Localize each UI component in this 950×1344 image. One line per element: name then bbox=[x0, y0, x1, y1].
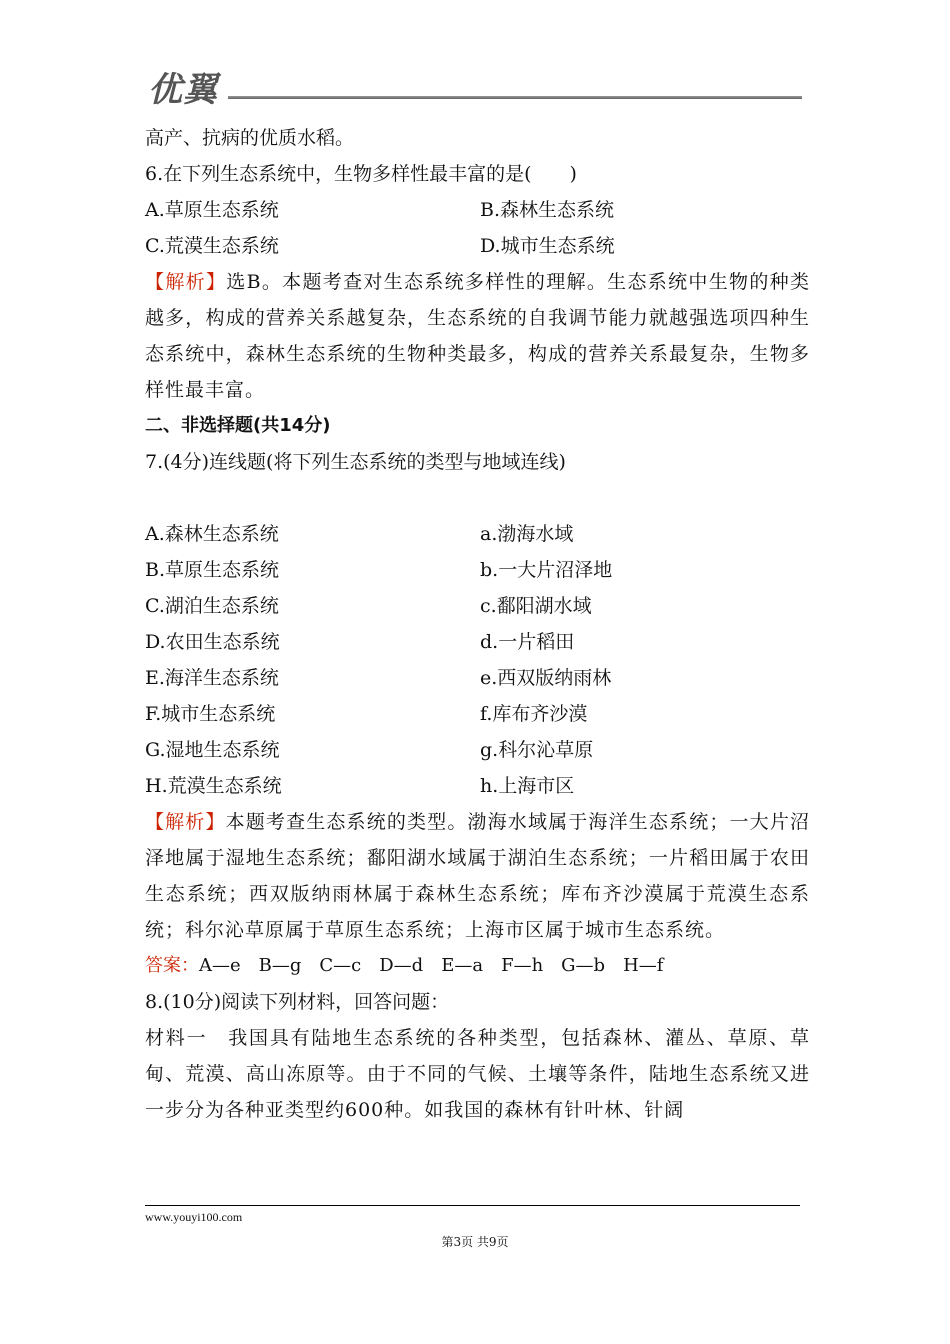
matching-ecosystem: F.城市生态系统 bbox=[145, 703, 276, 725]
matching-region: e.西双版纳雨林 bbox=[480, 667, 612, 689]
answer-label: 答案： bbox=[145, 955, 199, 976]
matching-region: d.一片稻田 bbox=[480, 631, 575, 653]
matching-row bbox=[145, 552, 810, 588]
q6-option-c: C.荒漠生态系统 bbox=[145, 235, 279, 257]
material-1: 材料一 我国具有陆地生态系统的各种类型，包括森林、灌丛、草原、草甸、荒漠、高山冻原等。由于不同的气候、土壤等条件，陆地生态系统又进一步分为各种亚类型约600种。如我国的森林有针叶林、针阔 bbox=[145, 1027, 810, 1121]
matching-row bbox=[145, 660, 810, 696]
q6-options-row-2 bbox=[145, 228, 810, 264]
q6-explanation bbox=[145, 264, 810, 408]
matching-row bbox=[145, 624, 810, 660]
footer-website: www.youyi100.com bbox=[145, 1210, 243, 1224]
q6-option-b: B.森林生态系统 bbox=[480, 199, 615, 221]
q7-analysis-tag: 【解析】 bbox=[145, 811, 226, 833]
matching-ecosystem: A.森林生态系统 bbox=[145, 523, 279, 545]
continued-line: 高产、抗病的优质水稻。 bbox=[145, 127, 355, 149]
q7-answer bbox=[145, 948, 810, 984]
q7-explanation-text: 本题考查生态系统的类型。渤海水域属于海洋生态系统；一大片沼泽地属于湿地生态系统；鄱阳湖水域属于湖泊生态系统；一片稻田属于农田生态系统；西双版纳雨林属于森林生态系统；库布齐沙漠属于荒漠生态系统；科尔沁草原属于草原生态系统；上海市区属于城市生态系统。 bbox=[145, 811, 810, 941]
matching-ecosystem: E.海洋生态系统 bbox=[145, 667, 279, 689]
matching-region: c.鄱阳湖水域 bbox=[480, 595, 592, 617]
header-rule bbox=[228, 96, 802, 99]
q6-option-d: D.城市生态系统 bbox=[480, 235, 615, 257]
question-7: 7.(4分)连线题(将下列生态系统的类型与地域连线) bbox=[145, 451, 566, 473]
page-number: 第3页 共9页 bbox=[441, 1235, 509, 1249]
q6-explanation-text: 选B。本题考查对生态系统多样性的理解。生态系统中生物的种类越多，构成的营养关系越复杂，生态系统的自我调节能力就越强选项四种生态系统中，森林生态系统的生物种类最多，构成的营养关系最复杂，生物多样性最丰富。 bbox=[145, 271, 810, 401]
matching-region: h.上海市区 bbox=[480, 775, 575, 797]
q6-options-row-1 bbox=[145, 192, 810, 228]
matching-ecosystem: B.草原生态系统 bbox=[145, 559, 280, 581]
q6-option-a: A.草原生态系统 bbox=[145, 199, 279, 221]
matching-row bbox=[145, 732, 810, 768]
matching-list bbox=[145, 516, 810, 804]
page-content bbox=[145, 120, 810, 1128]
matching-region: f.库布齐沙漠 bbox=[480, 703, 588, 725]
brand-logo: 优翼 bbox=[148, 70, 218, 110]
matching-region: a.渤海水域 bbox=[480, 523, 574, 545]
answer-text: A—e B—g C—c D—d E—a F—h G—b H—f bbox=[199, 955, 664, 976]
matching-row bbox=[145, 696, 810, 732]
matching-ecosystem: D.农田生态系统 bbox=[145, 631, 280, 653]
question-8: 8.(10分)阅读下列材料，回答问题： bbox=[145, 991, 450, 1013]
matching-row bbox=[145, 516, 810, 552]
matching-region: g.科尔沁草原 bbox=[480, 739, 594, 761]
footer-rule bbox=[145, 1205, 800, 1206]
matching-ecosystem: G.湿地生态系统 bbox=[145, 739, 280, 761]
q6-analysis-tag: 【解析】 bbox=[145, 271, 227, 293]
matching-ecosystem: C.湖泊生态系统 bbox=[145, 595, 279, 617]
matching-row bbox=[145, 768, 810, 804]
matching-row bbox=[145, 588, 810, 624]
question-6: 6.在下列生态系统中，生物多样性最丰富的是( ) bbox=[145, 163, 577, 185]
matching-ecosystem: H.荒漠生态系统 bbox=[145, 775, 282, 797]
q7-explanation bbox=[145, 804, 810, 948]
matching-region: b.一大片沼泽地 bbox=[480, 559, 613, 581]
section-heading: 二、非选择题(共14分) bbox=[145, 415, 331, 436]
